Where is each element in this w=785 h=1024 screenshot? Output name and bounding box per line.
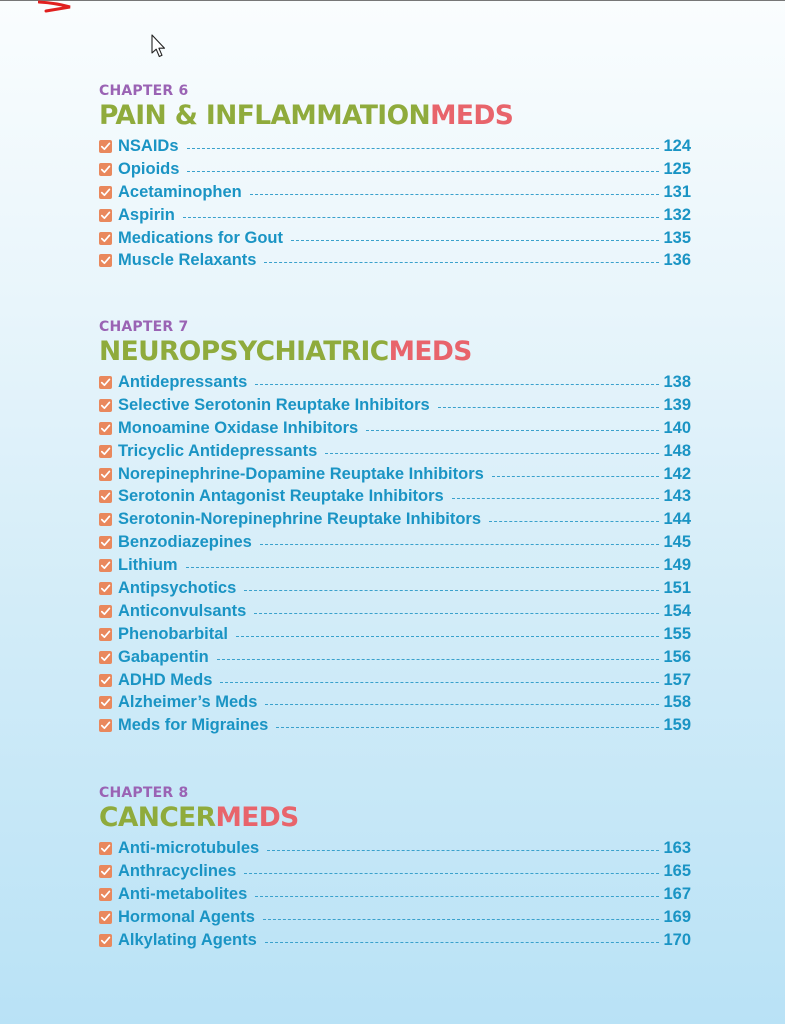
toc-entry[interactable] <box>99 577 691 600</box>
toc-entry-title: Serotonin Antagonist Reuptake Inhibitors <box>118 487 444 506</box>
toc-entry[interactable] <box>99 531 691 554</box>
checkbox-checked-icon <box>99 536 112 549</box>
checkbox-checked-icon <box>99 934 112 947</box>
dotted-leader <box>255 384 659 385</box>
checkbox-checked-icon <box>99 888 112 901</box>
checkbox-checked-icon <box>99 209 112 222</box>
dotted-leader <box>244 590 659 591</box>
checkbox-checked-icon <box>99 865 112 878</box>
toc-entry-title: Tricyclic Antidepressants <box>118 441 318 460</box>
chapter-title <box>99 100 691 132</box>
chapter-label: CHAPTER 6 <box>99 83 189 99</box>
toc-entry[interactable] <box>99 600 691 623</box>
toc-entry-page-number: 151 <box>663 578 691 597</box>
toc-list <box>99 371 691 737</box>
chapter-label: CHAPTER 7 <box>99 319 189 335</box>
checkbox-checked-icon <box>99 582 112 595</box>
toc-entry-title: Meds for Migraines <box>118 716 269 735</box>
toc-entry[interactable] <box>99 485 691 508</box>
toc-entry-title: Gabapentin <box>118 647 209 666</box>
toc-entry-title: Anthracyclines <box>118 861 237 880</box>
dotted-leader <box>236 636 659 637</box>
toc-entry[interactable] <box>99 508 691 531</box>
toc-entry[interactable] <box>99 440 691 463</box>
toc-entry-page-number: 163 <box>663 838 691 857</box>
checkbox-checked-icon <box>99 651 112 664</box>
toc-entry-title: NSAIDs <box>118 136 179 155</box>
toc-entry[interactable] <box>99 691 691 714</box>
chapter-label: CHAPTER 8 <box>99 785 189 801</box>
toc-entry[interactable] <box>99 906 691 929</box>
dotted-leader <box>187 148 660 149</box>
toc-entry-page-number: 125 <box>663 159 691 178</box>
toc-entry-page-number: 136 <box>663 251 691 270</box>
chapter-7-section <box>99 318 691 737</box>
toc-entry[interactable] <box>99 371 691 394</box>
toc-entry-title: Acetaminophen <box>118 182 242 201</box>
dotted-leader <box>265 704 659 705</box>
toc-entry-title: Selective Serotonin Reuptake Inhibitors <box>118 395 430 414</box>
dotted-leader <box>260 544 660 545</box>
chapter-8-section <box>99 784 691 951</box>
checkbox-checked-icon <box>99 232 112 245</box>
checkbox-checked-icon <box>99 445 112 458</box>
toc-entry[interactable] <box>99 181 691 204</box>
checkbox-checked-icon <box>99 559 112 572</box>
dotted-leader <box>186 567 660 568</box>
toc-entry-page-number: 158 <box>663 693 691 712</box>
chapter-title <box>99 802 691 834</box>
dotted-leader <box>250 194 660 195</box>
checkbox-checked-icon <box>99 186 112 199</box>
toc-entry-page-number: 138 <box>663 372 691 391</box>
chapter-title-main: CANCER <box>99 802 216 833</box>
toc-entry-page-number: 154 <box>663 601 691 620</box>
toc-list <box>99 135 691 272</box>
dotted-leader <box>187 171 659 172</box>
toc-entry-page-number: 132 <box>663 205 691 224</box>
checkbox-checked-icon <box>99 674 112 687</box>
dotted-leader <box>255 896 659 897</box>
toc-entry[interactable] <box>99 158 691 181</box>
toc-entry[interactable] <box>99 669 691 692</box>
toc-entry[interactable] <box>99 249 691 272</box>
toc-entry[interactable] <box>99 646 691 669</box>
toc-entry-page-number: 167 <box>663 884 691 903</box>
toc-entry[interactable] <box>99 929 691 952</box>
toc-entry-page-number: 170 <box>663 930 691 949</box>
toc-entry-title: ADHD Meds <box>118 670 213 689</box>
toc-entry[interactable] <box>99 623 691 646</box>
toc-entry-page-number: 157 <box>663 670 691 689</box>
toc-entry[interactable] <box>99 463 691 486</box>
toc-entry-page-number: 142 <box>663 464 691 483</box>
toc-entry-page-number: 124 <box>663 136 691 155</box>
checkbox-checked-icon <box>99 422 112 435</box>
toc-entry-page-number: 140 <box>663 418 691 437</box>
dotted-leader <box>276 727 659 728</box>
dotted-leader <box>254 613 659 614</box>
checkbox-checked-icon <box>99 513 112 526</box>
red-annotation-mark <box>38 0 78 14</box>
toc-entry[interactable] <box>99 837 691 860</box>
checkbox-checked-icon <box>99 399 112 412</box>
chapter-title <box>99 336 691 368</box>
chapter-title-suffix: MEDS <box>215 802 299 833</box>
toc-entry-title: Medications for Gout <box>118 228 283 247</box>
toc-entry-title: Alkylating Agents <box>118 930 257 949</box>
chapter-6-section <box>99 82 691 272</box>
toc-entry-page-number: 149 <box>663 556 691 575</box>
dotted-leader <box>325 453 659 454</box>
dotted-leader <box>244 873 659 874</box>
toc-entry-title: Serotonin-Norepinephrine Reuptake Inhibitors <box>118 510 482 529</box>
dotted-leader <box>220 682 659 683</box>
chapter-title-suffix: MEDS <box>388 336 472 367</box>
checkbox-checked-icon <box>99 696 112 709</box>
toc-entry[interactable] <box>99 714 691 737</box>
toc-entry-title: Alzheimer’s Meds <box>118 693 258 712</box>
dotted-leader <box>267 850 659 851</box>
checkbox-checked-icon <box>99 468 112 481</box>
toc-entry-page-number: 155 <box>663 624 691 643</box>
checkbox-checked-icon <box>99 911 112 924</box>
toc-entry-title: Benzodiazepines <box>118 533 252 552</box>
toc-entry-page-number: 145 <box>663 533 691 552</box>
toc-entry-page-number: 148 <box>663 441 691 460</box>
checkbox-checked-icon <box>99 719 112 732</box>
checkbox-checked-icon <box>99 376 112 389</box>
checkbox-checked-icon <box>99 163 112 176</box>
toc-entry-title: Anticonvulsants <box>118 601 247 620</box>
toc-entry-page-number: 159 <box>663 716 691 735</box>
toc-entry[interactable] <box>99 135 691 158</box>
dotted-leader <box>183 217 660 218</box>
toc-entry[interactable] <box>99 883 691 906</box>
checkbox-checked-icon <box>99 140 112 153</box>
toc-entry-title: Anti-metabolites <box>118 884 248 903</box>
toc-list <box>99 837 691 951</box>
toc-entry[interactable] <box>99 860 691 883</box>
toc-entry-title: Norepinephrine-Dopamine Reuptake Inhibitors <box>118 464 484 483</box>
dotted-leader <box>291 240 659 241</box>
toc-entry-title: Antidepressants <box>118 372 248 391</box>
toc-entry-title: Antipsychotics <box>118 578 237 597</box>
dotted-leader <box>489 521 659 522</box>
checkbox-checked-icon <box>99 254 112 267</box>
toc-entry-title: Aspirin <box>118 205 175 224</box>
checkbox-checked-icon <box>99 490 112 503</box>
window-top-border <box>0 0 785 1</box>
dotted-leader <box>264 262 659 263</box>
chapter-title-main: NEUROPSYCHIATRIC <box>99 336 389 367</box>
toc-entry-title: Phenobarbital <box>118 624 229 643</box>
toc-entry-page-number: 135 <box>663 228 691 247</box>
toc-entry-title: Lithium <box>118 556 178 575</box>
toc-entry-title: Hormonal Agents <box>118 907 255 926</box>
mouse-cursor-icon <box>151 34 168 59</box>
toc-entry-page-number: 139 <box>663 395 691 414</box>
toc-entry-title: Muscle Relaxants <box>118 251 257 270</box>
checkbox-checked-icon <box>99 628 112 641</box>
toc-entry[interactable] <box>99 227 691 250</box>
checkbox-checked-icon <box>99 842 112 855</box>
dotted-leader <box>438 407 660 408</box>
toc-entry-page-number: 169 <box>663 907 691 926</box>
dotted-leader <box>217 659 660 660</box>
dotted-leader <box>492 476 660 477</box>
toc-entry-page-number: 144 <box>663 510 691 529</box>
dotted-leader <box>366 430 659 431</box>
toc-entry-page-number: 143 <box>663 487 691 506</box>
toc-entry-title: Opioids <box>118 159 180 178</box>
toc-entry-title: Monoamine Oxidase Inhibitors <box>118 418 359 437</box>
checkbox-checked-icon <box>99 605 112 618</box>
toc-entry-page-number: 131 <box>663 182 691 201</box>
chapter-title-suffix: MEDS <box>430 100 514 131</box>
toc-entry[interactable] <box>99 554 691 577</box>
toc-entry-title: Anti-microtubules <box>118 838 260 857</box>
toc-entry[interactable] <box>99 417 691 440</box>
chapter-title-main: PAIN & INFLAMMATION <box>99 100 431 131</box>
toc-entry-page-number: 156 <box>663 647 691 666</box>
toc-entry-page-number: 165 <box>663 861 691 880</box>
toc-entry[interactable] <box>99 394 691 417</box>
dotted-leader <box>452 498 660 499</box>
dotted-leader <box>263 919 660 920</box>
toc-entry[interactable] <box>99 204 691 227</box>
dotted-leader <box>265 942 660 943</box>
